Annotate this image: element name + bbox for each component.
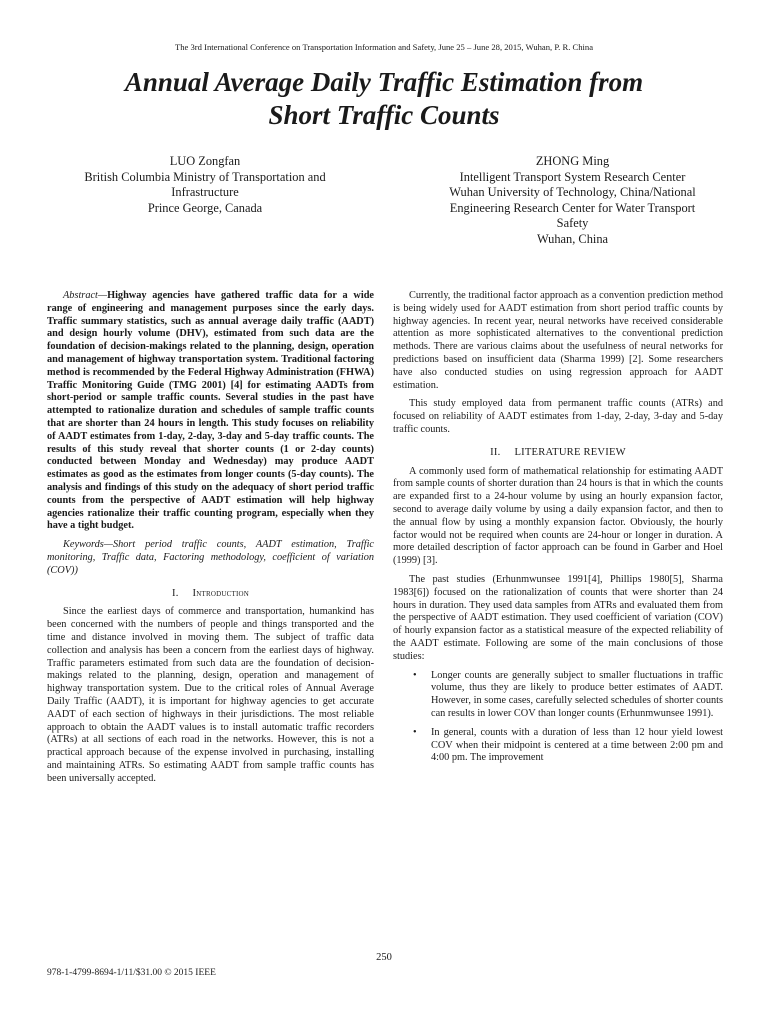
list-item-text: Longer counts are generally subject to smaller fluctuations in traffic volume, thus they are likely to produce better estimates of AADT. However, in some cases, carefully selected schedules of shorter counts can results in lower COV than longer counts (Erhunmwunsee 1991). [431, 669, 723, 719]
isbn-footer: 978-1-4799-8694-1/11/$31.00 © 2015 IEEE [47, 968, 216, 978]
section-heading-introduction [47, 588, 374, 601]
body-paragraph: Currently, the traditional factor approach as a convention prediction method is being widely used for AADT estimation from short period traffic counts by highway agencies. In recent year, neural networks have received considerable attention as more sophisticated alternatives to the conventional prediction methods. There are various claims about the usefulness of neural networks for predictions based on insufficient data (Sharma 1999) [2]. Some researchers have also conducted studies on using regression approach for AADT estimation. [393, 290, 723, 391]
section-heading-literature-review [393, 447, 723, 460]
list-item-text: In general, counts with a duration of less than 12 hour yield lowest COV when their midpoint is centered at a time between 2:00 pm and 4:00 pm. The improvement [431, 726, 723, 764]
section-title: LITERATURE REVIEW [514, 446, 626, 458]
section-number: I. [171, 587, 179, 599]
author-affiliation-line: British Columbia Ministry of Transportation and [84, 169, 326, 184]
author-affiliation-line: Wuhan University of Technology, China/National [449, 185, 696, 199]
title-line-2: Short Traffic Counts [268, 100, 500, 130]
intro-paragraph: Since the earliest days of commerce and transportation, humankind has been concerned with the numbers of people and things transported and the time and distance involved in moving them. The subject of traffic data collection and analysis has been a concern from the earliest days of highway. Traffic parameters estimated from such data are the foundation of decision-makings related to the planning, design, operation and management of highway transportation system. Due to the critical roles of Annual Average Daily Traffic (AADT), it is important for highway agencies to get accurate AADT of each section of highways in their jurisdictions. The most reliable approach to obtain the AADT values is to install automatic traffic recorders (ATRs) at all sections of each road in the networks. However, this is not a practical approach because of the expense involved in purchasing, installing and maintaining ATRs. So estimating AADT from sample traffic counts has been universally accepted. [47, 606, 374, 784]
author-affiliation-line: Wuhan, China [536, 231, 609, 246]
author-name: LUO Zongfan [169, 154, 241, 168]
author-affiliation-line: Safety [556, 216, 589, 230]
list-item [413, 726, 723, 765]
conclusions-list [393, 670, 723, 766]
keywords: Keywords—Short period traffic counts, AADT estimation, Traffic monitoring, Traffic data, Factoring methodology, coefficient of variation (COV)) [47, 539, 374, 576]
author-affiliation-line: Infrastructure [171, 185, 239, 199]
body-paragraph: This study employed data from permanent traffic counts (ATRs) and focused on reliability of AADT estimates from 1-day, 2-day, 3-day and 5-day traffic counts. [393, 398, 723, 435]
author-affiliation-line: Engineering Research Center for Water Transport [449, 200, 696, 215]
page-number: 250 [376, 952, 392, 963]
bullet-icon: • [413, 726, 417, 738]
right-column [393, 290, 723, 771]
abstract-lead: Abstract— [63, 290, 108, 301]
body-paragraph: The past studies (Erhunmwunsee 1991[4], Phillips 1980[5], Sharma 1983[6]) focused on the rationalization of counts that were shorter than 24 hours in duration. They used data samples from ATRs and evaluated them from the perspective of AADT estimation. They used coefficient of variation (COV) of hourly expansion factor as a statistical measure of the expected reliability of the AADT estimate. Following are some of the main conclusions of those studies: [393, 573, 723, 662]
author-affiliation-line: Prince George, Canada [147, 200, 263, 215]
section-title: Introduction [192, 587, 250, 599]
conference-header: The 3rd International Conference on Transportation Information and Safety, June 25 – June 28, 2015, Wuhan, P. R. China [174, 42, 594, 52]
title-line-1: Annual Average Daily Traffic Estimation from [124, 67, 644, 97]
bullet-icon: • [413, 669, 417, 681]
author-affiliation-line: Intelligent Transport System Research Center [459, 169, 686, 184]
abstract [47, 290, 374, 533]
author-block-2 [405, 154, 740, 247]
left-column [47, 290, 374, 791]
author-name: ZHONG Ming [535, 154, 610, 168]
paper-title [40, 66, 728, 132]
abstract-text: Highway agencies have gathered traffic data for a wide range of engineering and management purposes since the early days. Traffic summary statistics, such as annual average daily traffic (AADT) and design hourly volume (DHV), estimated from such data are the foundation of decision-makings related to the planning, design, operation and management of highway transportation system. Traditional factoring method is recommended by the Federal Highway Administration (FHWA) Traffic Monitoring Guide (TMG 2001) [4] for estimating AADTs from short-period or sample traffic counts. Several studies in the past have attempted to rationalize duration and schedules of sample traffic counts that are shorter than 24 hours in length. This study focuses on reliability of AADT estimates from 1-day, 2-day, 3-day and 5-day traffic counts. The results of this study reveal that shorter counts (1 or 2-day counts) conducted between Monday and Wednesday) may produce AADT estimates as good as the estimates from longer counts (5-day counts). The analysis and findings of this study on the adequacy of short period traffic counts from the perspective of AADT estimation will help highway agencies rationalize their traffic counting program, especially when they have a tight budget. [47, 290, 374, 532]
body-paragraph: A commonly used form of mathematical relationship for estimating AADT from sample counts of shorter duration than 24 hours is that in which the counts are expanded first to a 24-hour volume by using an hourly expansion factor, second to average daily volume by using a daily expansion factor, and then to the annual flow by using a monthly expansion factor. Obviously, the hourly factor would not be required when counts are 24-hour or longer in duration. A more detailed description of factor approach can be found in Garber and Hoel (1999) [3]. [393, 465, 723, 567]
list-item [413, 669, 723, 721]
author-block-1 [50, 154, 360, 216]
section-number: II. [490, 446, 501, 458]
